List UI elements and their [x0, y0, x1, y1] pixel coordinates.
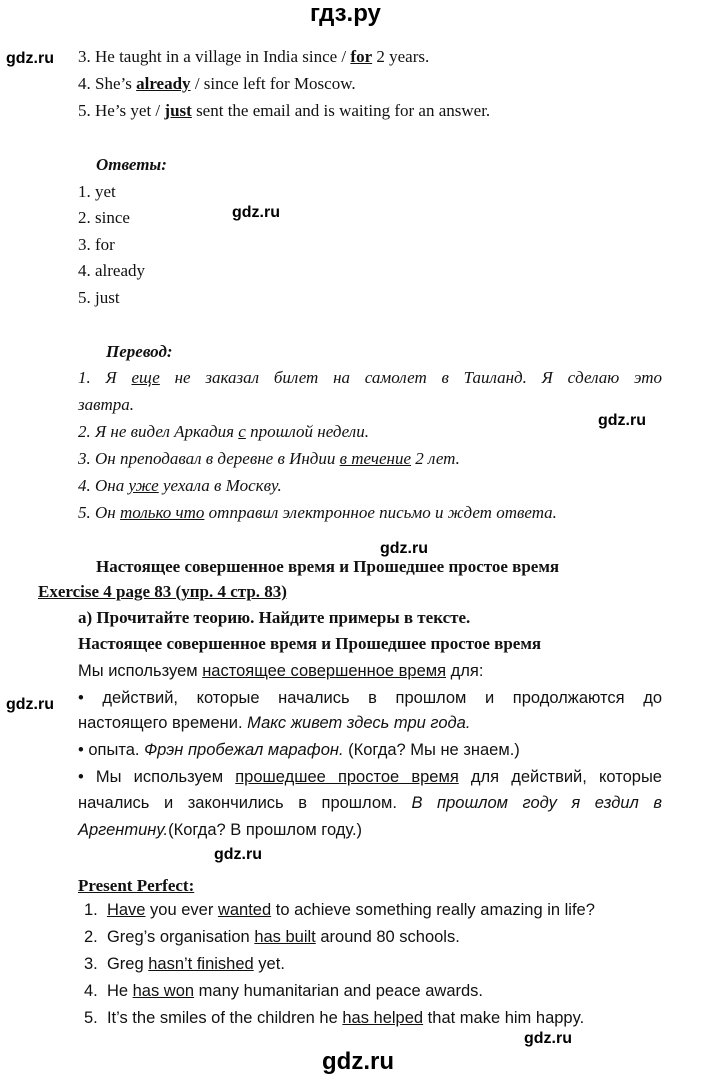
line-text: that make him happy. [423, 1009, 585, 1027]
task-title: а) Прочитайте теорию. Найдите примеры в тексте. [78, 608, 471, 627]
key-word: уже [128, 476, 159, 495]
pp-example-1 [84, 901, 595, 920]
line-text: It’s the smiles of the children he [106, 1009, 343, 1027]
answer-item: 2. since [78, 208, 130, 227]
key-term: прошедшее простое время [235, 768, 459, 786]
line-text: (Когда? Мы не знаем.) [343, 741, 520, 759]
line-text: 5. He’s yet / [78, 101, 165, 120]
line-text: 3. Он преподавал в деревне в Индии [78, 449, 340, 468]
list-number: 5. [84, 1009, 98, 1027]
theory-bullet-3-end [78, 821, 362, 840]
translation-line-4 [78, 476, 282, 496]
answer-item: 5. just [78, 288, 120, 307]
line-text: 2 years. [372, 47, 430, 66]
answer-item: 1. yet [78, 182, 116, 201]
pp-example-3 [84, 955, 285, 974]
line-text: to achieve something really amazing in life? [271, 901, 595, 919]
line-text: Мы используем [78, 662, 203, 680]
exercise-line-4 [78, 74, 356, 94]
verb-form: has won [132, 982, 195, 1000]
line-text: you ever [145, 901, 218, 919]
example: В прошлом году я ездил в [411, 794, 662, 812]
watermark-side: gdz.ru [6, 50, 54, 67]
line-text: (Когда? В прошлом году.) [168, 821, 363, 839]
line-text: прошлой недели. [245, 422, 369, 441]
answer-item: 4. already [78, 261, 146, 280]
watermark-section: gdz.ru [380, 540, 428, 557]
pp-example-4 [84, 982, 483, 1001]
watermark-translation: gdz.ru [598, 412, 646, 429]
line-text: Greg [106, 955, 149, 973]
pp-example-5 [84, 1009, 584, 1028]
line-text: настоящего времени. [78, 714, 248, 732]
key-word: с [238, 422, 246, 441]
list-number: 2. [84, 928, 98, 946]
line-text: around 80 schools. [315, 928, 460, 946]
watermark-footer: gdz.ru [322, 1048, 394, 1075]
theory-bullet-1: • действий, которые начались в прошлом и продолжаются до [78, 689, 662, 707]
answer-word: for [350, 47, 373, 66]
translation-line-2 [78, 422, 369, 442]
translation-title: Перевод: [106, 342, 173, 361]
line-text: many humanitarian and peace awards. [194, 982, 484, 1000]
translation-line-5 [78, 503, 557, 523]
pp-example-2 [84, 928, 460, 947]
line-text: / since left for Moscow. [190, 74, 356, 93]
translation-line-3 [78, 449, 460, 469]
answer-word: just [164, 101, 192, 120]
example: Фрэн пробежал марафон. [144, 741, 344, 759]
key-word: в течение [339, 449, 412, 468]
key-term: настоящее совершенное время [202, 662, 447, 680]
line-text: для: [446, 662, 484, 680]
theory-bullet-3-cont [78, 794, 662, 813]
theory-bullet-2 [78, 741, 520, 760]
theory-bullet-3 [78, 768, 662, 787]
answer-word: already [136, 74, 191, 93]
verb-form: hasn’t finished [148, 955, 254, 973]
example: Аргентину. [78, 821, 169, 839]
line-text: 3. He taught in a village in India since / [78, 47, 351, 66]
watermark-corner: gdz.ru [524, 1030, 572, 1047]
verb-form: wanted [217, 901, 272, 919]
line-text: Greg’s organisation [106, 928, 255, 946]
answer-item: 3. for [78, 235, 115, 254]
verb-form: has helped [342, 1009, 424, 1027]
line-text: • опыта. [78, 741, 145, 759]
watermark-left: gdz.ru [6, 696, 54, 713]
line-text: sent the email and is waiting for an answer. [191, 101, 491, 120]
line-text: 4. Она [78, 476, 129, 495]
exercise-line-5 [78, 101, 490, 121]
answers-title: Ответы: [96, 155, 167, 174]
translation-line-1 [78, 368, 662, 388]
watermark-center: gdz.ru [214, 846, 262, 863]
line-text: не заказал билет на самолет в Таиланд. Я сделаю это [159, 368, 662, 387]
example: Макс живет здесь три года. [247, 714, 471, 732]
key-word: только что [119, 503, 205, 522]
line-text: 1. Я [78, 368, 132, 387]
line-text: уехала в Москву. [158, 476, 282, 495]
line-text: 2. Я не видел Аркадия [78, 422, 239, 441]
verb-form: Have [106, 901, 146, 919]
theory-paragraph-1 [78, 662, 483, 681]
line-text: yet. [253, 955, 285, 973]
watermark-answers: gdz.ru [232, 204, 280, 221]
line-text: 4. She’s [78, 74, 137, 93]
list-number: 4. [84, 982, 98, 1000]
watermark-header: гдз.ру [310, 0, 381, 27]
list-number: 1. [84, 901, 98, 919]
exercise-title: Exercise 4 page 83 (упр. 4 стр. 83) [38, 582, 287, 601]
key-word: еще [131, 368, 160, 387]
theory-subheading: Настоящее совершенное время и Прошедшее простое время [78, 634, 542, 653]
theory-bullet-1-cont [78, 714, 470, 733]
line-text: He [106, 982, 133, 1000]
verb-form: has built [254, 928, 316, 946]
line-text: 2 лет. [411, 449, 460, 468]
translation-line-1-cont: завтра. [78, 395, 135, 414]
line-text: начались и закончились в прошлом. [78, 794, 412, 812]
exercise-line-3 [78, 47, 429, 67]
list-number: 3. [84, 955, 98, 973]
line-text: для действий, которые [458, 768, 662, 786]
line-text: отправил электронное письмо и ждет ответа. [204, 503, 557, 522]
line-text: • Мы используем [78, 768, 236, 786]
section-heading: Настоящее совершенное время и Прошедшее простое время [96, 557, 560, 576]
line-text: 5. Он [78, 503, 120, 522]
present-perfect-title: Present Perfect: [78, 876, 195, 895]
